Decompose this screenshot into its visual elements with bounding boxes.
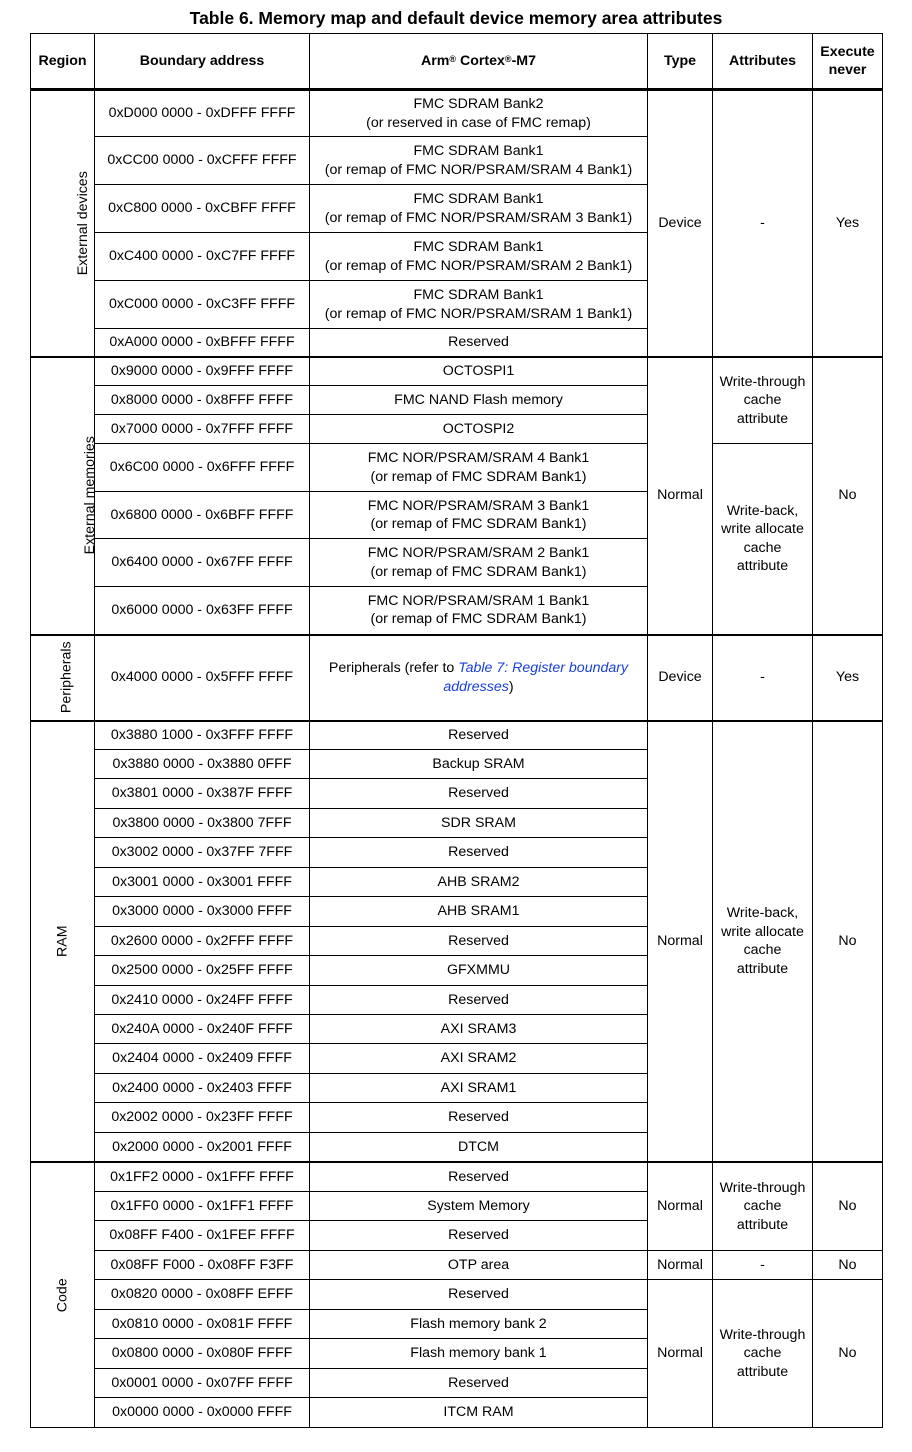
boundary-address: 0x3880 0000 - 0x3880 0FFF	[95, 750, 310, 779]
boundary-address: 0x2404 0000 - 0x2409 FFFF	[95, 1044, 310, 1074]
region-code: Code	[31, 1162, 95, 1428]
table-row	[31, 1280, 883, 1310]
cortex-m7-description: Reserved	[310, 1369, 648, 1398]
execute-never: Yes	[813, 635, 883, 721]
region-external-devices: External devices	[31, 90, 95, 357]
header-row	[31, 34, 883, 90]
memory-attributes-write-back: Write-back, write allocate cache attribute	[713, 444, 813, 635]
cortex-m7-description: FMC NAND Flash memory	[310, 386, 648, 415]
boundary-address: 0x2600 0000 - 0x2FFF FFFF	[95, 927, 310, 956]
cortex-m7-description: FMC NOR/PSRAM/SRAM 2 Bank1 (or remap of FMC SDRAM Bank1)	[310, 539, 648, 587]
cortex-m7-description: Reserved	[310, 986, 648, 1015]
register-boundary-link[interactable]: Table 7: Register boundary addresses	[443, 660, 629, 695]
cortex-m7-description: Reserved	[310, 1221, 648, 1251]
boundary-address: 0x3801 0000 - 0x387F FFFF	[95, 779, 310, 809]
boundary-address: 0x3800 0000 - 0x3800 7FFF	[95, 809, 310, 838]
execute-never: No	[813, 1162, 883, 1251]
memory-attributes: -	[713, 1251, 813, 1280]
cortex-m7-description: FMC SDRAM Bank1 (or remap of FMC NOR/PSRAM/SRAM 2 Bank1)	[310, 233, 648, 281]
memory-attributes: Write-through cache attribute	[713, 1162, 813, 1251]
boundary-address: 0x2400 0000 - 0x2403 FFFF	[95, 1074, 310, 1103]
boundary-address: 0xC400 0000 - 0xC7FF FFFF	[95, 233, 310, 281]
memory-attributes-write-through: Write-through cache attribute	[713, 357, 813, 444]
boundary-address: 0x8000 0000 - 0x8FFF FFFF	[95, 386, 310, 415]
execute-never: No	[813, 721, 883, 1162]
header-type: Type	[648, 34, 713, 90]
cortex-m7-description: Backup SRAM	[310, 750, 648, 779]
cortex-m7-description: Reserved	[310, 1280, 648, 1310]
boundary-address: 0xC000 0000 - 0xC3FF FFFF	[95, 281, 310, 329]
boundary-address: 0x0000 0000 - 0x0000 FFFF	[95, 1398, 310, 1428]
table-row	[31, 444, 883, 492]
boundary-address: 0x1FF2 0000 - 0x1FFF FFFF	[95, 1162, 310, 1192]
boundary-address: 0x3002 0000 - 0x37FF 7FFF	[95, 838, 310, 868]
cortex-m7-description: FMC NOR/PSRAM/SRAM 3 Bank1 (or remap of FMC SDRAM Bank1)	[310, 492, 648, 539]
boundary-address: 0x08FF F400 - 0x1FEF FFFF	[95, 1221, 310, 1251]
region-external-memories: External memories	[31, 357, 95, 635]
cortex-m7-description: OCTOSPI1	[310, 357, 648, 386]
cortex-m7-description: Reserved	[310, 838, 648, 868]
boundary-address: 0x9000 0000 - 0x9FFF FFFF	[95, 357, 310, 386]
cortex-m7-description: AHB SRAM1	[310, 897, 648, 927]
memory-type: Device	[648, 90, 713, 357]
memory-type: Normal	[648, 1280, 713, 1428]
boundary-address: 0x6C00 0000 - 0x6FFF FFFF	[95, 444, 310, 492]
boundary-address: 0x7000 0000 - 0x7FFF FFFF	[95, 415, 310, 444]
cortex-m7-description: GFXMMU	[310, 956, 648, 986]
boundary-address: 0x08FF F000 - 0x08FF F3FF	[95, 1251, 310, 1280]
memory-type: Normal	[648, 721, 713, 1162]
memory-type: Normal	[648, 357, 713, 635]
boundary-address: 0x2002 0000 - 0x23FF FFFF	[95, 1103, 310, 1133]
boundary-address: 0xA000 0000 - 0xBFFF FFFF	[95, 329, 310, 357]
cortex-m7-description: Flash memory bank 1	[310, 1339, 648, 1369]
table-row	[31, 90, 883, 137]
cortex-m7-description: SDR SRAM	[310, 809, 648, 838]
header-region: Region	[31, 34, 95, 90]
table-row	[31, 721, 883, 750]
cortex-m7-description: AXI SRAM3	[310, 1015, 648, 1044]
boundary-address: 0xD000 0000 - 0xDFFF FFFF	[95, 90, 310, 137]
execute-never: Yes	[813, 90, 883, 357]
cortex-m7-description: Reserved	[310, 329, 648, 357]
execute-never: No	[813, 1251, 883, 1280]
table-row	[31, 1162, 883, 1192]
cortex-m7-description: FMC NOR/PSRAM/SRAM 1 Bank1 (or remap of FMC SDRAM Bank1)	[310, 587, 648, 635]
boundary-address: 0x2410 0000 - 0x24FF FFFF	[95, 986, 310, 1015]
cortex-m7-description: AHB SRAM2	[310, 868, 648, 897]
boundary-address: 0xCC00 0000 - 0xCFFF FFFF	[95, 137, 310, 185]
cortex-m7-description: OCTOSPI2	[310, 415, 648, 444]
boundary-address: 0x0800 0000 - 0x080F FFFF	[95, 1339, 310, 1369]
header-execute-never: Execute never	[813, 34, 883, 90]
memory-type: Device	[648, 635, 713, 721]
memory-attributes: Write-through cache attribute	[713, 1280, 813, 1428]
memory-attributes: -	[713, 90, 813, 357]
boundary-address: 0x0001 0000 - 0x07FF FFFF	[95, 1369, 310, 1398]
boundary-address: 0x3000 0000 - 0x3000 FFFF	[95, 897, 310, 927]
cortex-m7-description: Flash memory bank 2	[310, 1310, 648, 1339]
table-row	[31, 635, 883, 721]
boundary-address: 0x240A 0000 - 0x240F FFFF	[95, 1015, 310, 1044]
header-attributes: Attributes	[713, 34, 813, 90]
cortex-m7-description: FMC NOR/PSRAM/SRAM 4 Bank1 (or remap of FMC SDRAM Bank1)	[310, 444, 648, 492]
cortex-m7-description: FMC SDRAM Bank1 (or remap of FMC NOR/PSRAM/SRAM 1 Bank1)	[310, 281, 648, 329]
cortex-m7-description: Reserved	[310, 721, 648, 750]
table-row	[31, 1251, 883, 1280]
cortex-m7-description: ITCM RAM	[310, 1398, 648, 1428]
boundary-address: 0xC800 0000 - 0xCBFF FFFF	[95, 185, 310, 233]
boundary-address: 0x0820 0000 - 0x08FF EFFF	[95, 1280, 310, 1310]
cortex-m7-description: Reserved	[310, 1162, 648, 1192]
cortex-m7-description: FMC SDRAM Bank1 (or remap of FMC NOR/PSRAM/SRAM 4 Bank1)	[310, 137, 648, 185]
cortex-m7-description: AXI SRAM1	[310, 1074, 648, 1103]
region-peripherals: Peripherals	[31, 635, 95, 721]
boundary-address: 0x0810 0000 - 0x081F FFFF	[95, 1310, 310, 1339]
cortex-m7-description: Reserved	[310, 927, 648, 956]
execute-never: No	[813, 357, 883, 635]
header-boundary-address: Boundary address	[95, 34, 310, 90]
region-ram: RAM	[31, 721, 95, 1162]
cortex-m7-description: Reserved	[310, 1103, 648, 1133]
execute-never: No	[813, 1280, 883, 1428]
table-row	[31, 357, 883, 386]
header-arm-cortex-m7: Arm® Cortex®-M7	[310, 34, 648, 90]
cortex-m7-description: Reserved	[310, 779, 648, 809]
memory-type: Normal	[648, 1251, 713, 1280]
table-title: Table 6. Memory map and default device memory area attributes	[189, 8, 723, 28]
cortex-m7-description: AXI SRAM2	[310, 1044, 648, 1074]
boundary-address: 0x2000 0000 - 0x2001 FFFF	[95, 1133, 310, 1162]
cortex-m7-description: System Memory	[310, 1192, 648, 1221]
cortex-m7-description: DTCM	[310, 1133, 648, 1162]
cortex-m7-description: OTP area	[310, 1251, 648, 1280]
memory-type: Normal	[648, 1162, 713, 1251]
memory-attributes: -	[713, 635, 813, 721]
boundary-address: 0x2500 0000 - 0x25FF FFFF	[95, 956, 310, 986]
cortex-m7-description: FMC SDRAM Bank2 (or reserved in case of FMC remap)	[310, 90, 648, 137]
boundary-address: 0x6800 0000 - 0x6BFF FFFF	[95, 492, 310, 539]
boundary-address: 0x3880 1000 - 0x3FFF FFFF	[95, 721, 310, 750]
boundary-address: 0x3001 0000 - 0x3001 FFFF	[95, 868, 310, 897]
cortex-m7-description: Peripherals (refer to Table 7: Register boundary addresses)	[310, 635, 648, 721]
memory-attributes: Write-back, write allocate cache attribute	[713, 721, 813, 1162]
memory-map-table	[30, 33, 883, 1428]
boundary-address: 0x6400 0000 - 0x67FF FFFF	[95, 539, 310, 587]
boundary-address: 0x4000 0000 - 0x5FFF FFFF	[95, 635, 310, 721]
cortex-m7-description: FMC SDRAM Bank1 (or remap of FMC NOR/PSRAM/SRAM 3 Bank1)	[310, 185, 648, 233]
boundary-address: 0x6000 0000 - 0x63FF FFFF	[95, 587, 310, 635]
boundary-address: 0x1FF0 0000 - 0x1FF1 FFFF	[95, 1192, 310, 1221]
